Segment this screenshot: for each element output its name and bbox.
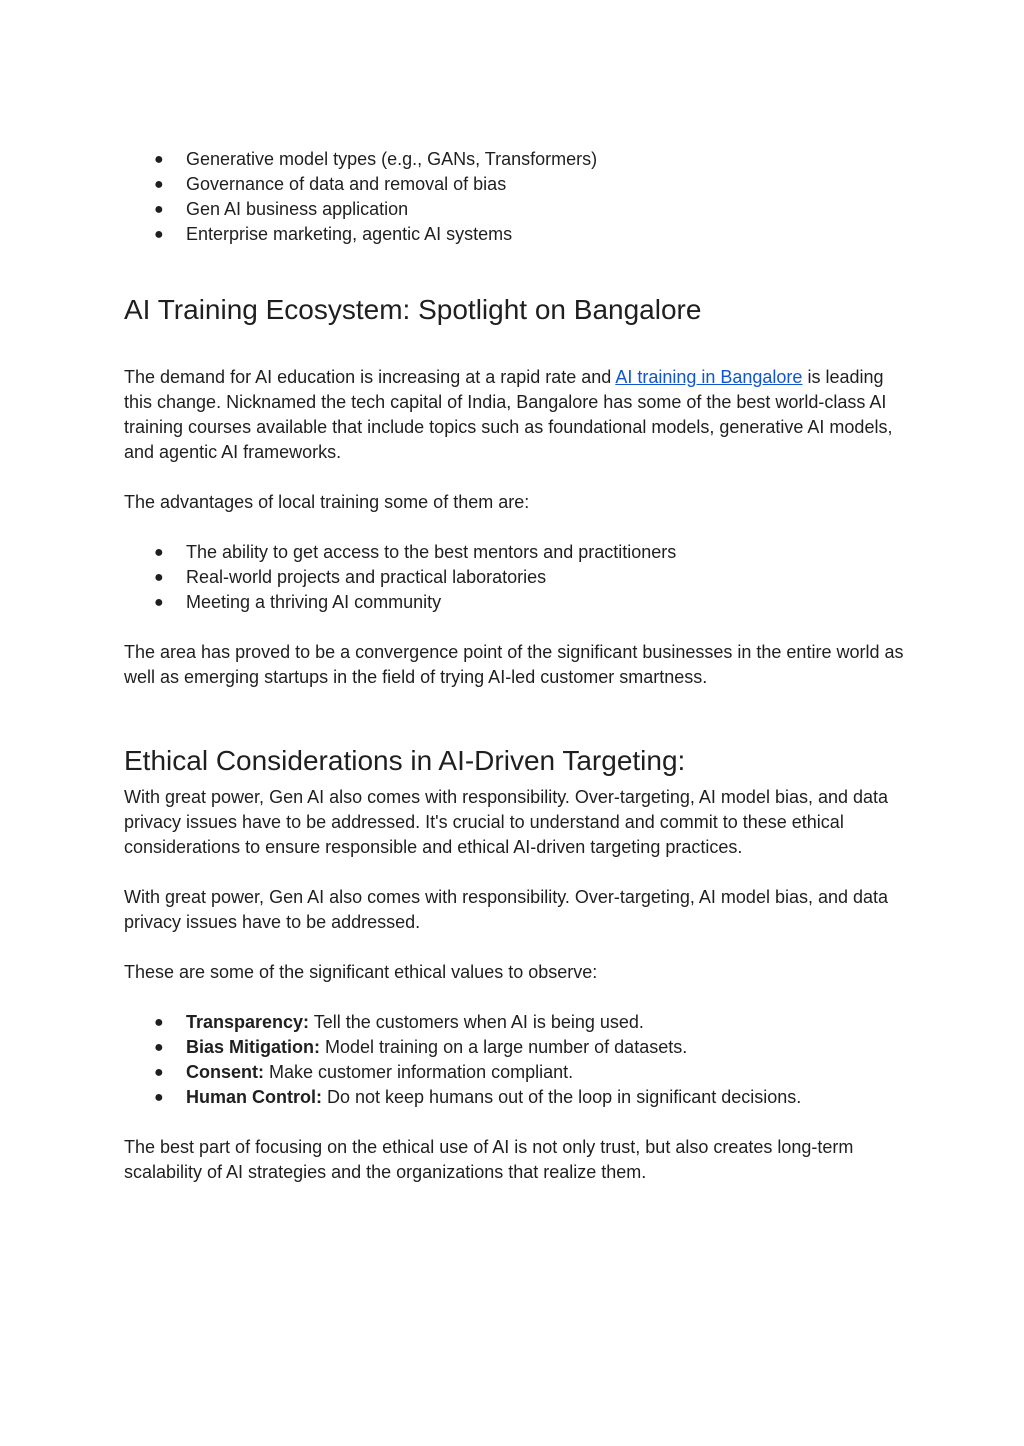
list-item-text: Gen AI business application xyxy=(186,199,409,219)
paragraph: The advantages of local training some of them are: xyxy=(124,492,530,512)
bullet-icon: ● xyxy=(154,1039,164,1056)
bullet-icon: ● xyxy=(154,1064,164,1081)
bullet-icon: ● xyxy=(154,151,164,168)
paragraph: With great power, Gen AI also comes with responsibility. Over-targeting, AI model bias, and data privacy issues have to be addressed. xyxy=(124,887,889,932)
list-item-term: Bias Mitigation: xyxy=(186,1037,320,1057)
paragraph-text: The demand for AI education is increasing at a rapid rate and xyxy=(124,367,616,387)
list-item-text: Make customer information compliant. xyxy=(264,1062,574,1082)
list-item-text: Real-world projects and practical laboratories xyxy=(186,567,547,587)
bullet-icon: ● xyxy=(154,1089,164,1106)
bullet-icon: ● xyxy=(154,1014,164,1031)
section-heading-bangalore: AI Training Ecosystem: Spotlight on Bangalore xyxy=(124,294,702,325)
list-item-text: Generative model types (e.g., GANs, Transformers) xyxy=(186,149,598,169)
bullet-icon: ● xyxy=(154,176,164,193)
list-item-text: Meeting a thriving AI community xyxy=(186,592,442,612)
list-item xyxy=(124,1010,904,1035)
list-item xyxy=(124,197,904,222)
section-heading-ethics: Ethical Considerations in AI-Driven Targeting: xyxy=(124,745,686,776)
list-item-term: Human Control: xyxy=(186,1087,322,1107)
bullet-icon: ● xyxy=(154,544,164,561)
paragraph-text: is leading this change. Nicknamed the tech capital of India, Bangalore has some of the best world-class AI training courses available that include topics such as foundational models, generative AI models, and agentic AI frameworks. xyxy=(124,367,893,462)
bullet-icon: ● xyxy=(154,569,164,586)
bullet-icon: ● xyxy=(154,226,164,243)
list-item-term: Transparency: xyxy=(186,1012,310,1032)
bullet-icon: ● xyxy=(154,594,164,611)
list-item xyxy=(124,1085,904,1110)
advantages-list xyxy=(124,540,904,615)
list-item-text: Do not keep humans out of the loop in significant decisions. xyxy=(321,1087,802,1107)
list-item xyxy=(124,590,904,615)
list-item xyxy=(124,565,904,590)
list-item xyxy=(124,172,904,197)
paragraph xyxy=(124,365,904,465)
list-item-text: Tell the customers when AI is being used. xyxy=(309,1012,644,1032)
list-item xyxy=(124,222,904,247)
list-item xyxy=(124,1060,904,1085)
list-item-text: Governance of data and removal of bias xyxy=(186,174,507,194)
document-page xyxy=(124,147,904,1185)
bullet-icon: ● xyxy=(154,201,164,218)
list-item xyxy=(124,147,904,172)
list-item-term: Consent: xyxy=(186,1062,264,1082)
ai-training-bangalore-link[interactable]: AI training in Bangalore xyxy=(615,367,803,387)
paragraph: The area has proved to be a convergence point of the significant businesses in the entire world as well as emerging startups in the field of trying AI-led customer smartness. xyxy=(124,642,904,687)
list-item xyxy=(124,540,904,565)
list-item-text: The ability to get access to the best mentors and practitioners xyxy=(186,542,677,562)
list-item xyxy=(124,1035,904,1060)
ethical-values-list xyxy=(124,1010,904,1110)
list-item-text: Enterprise marketing, agentic AI systems xyxy=(186,224,513,244)
top-bullet-list xyxy=(124,147,904,247)
paragraph: The best part of focusing on the ethical use of AI is not only trust, but also creates long-term scalability of AI strategies and the organizations that realize them. xyxy=(124,1137,854,1182)
paragraph: With great power, Gen AI also comes with responsibility. Over-targeting, AI model bias, and data privacy issues have to be addressed. It's crucial to understand and commit to these ethical considerations to ensure responsible and ethical AI-driven targeting practices. xyxy=(124,787,889,857)
paragraph: These are some of the significant ethical values to observe: xyxy=(124,962,598,982)
list-item-text: Model training on a large number of datasets. xyxy=(320,1037,688,1057)
